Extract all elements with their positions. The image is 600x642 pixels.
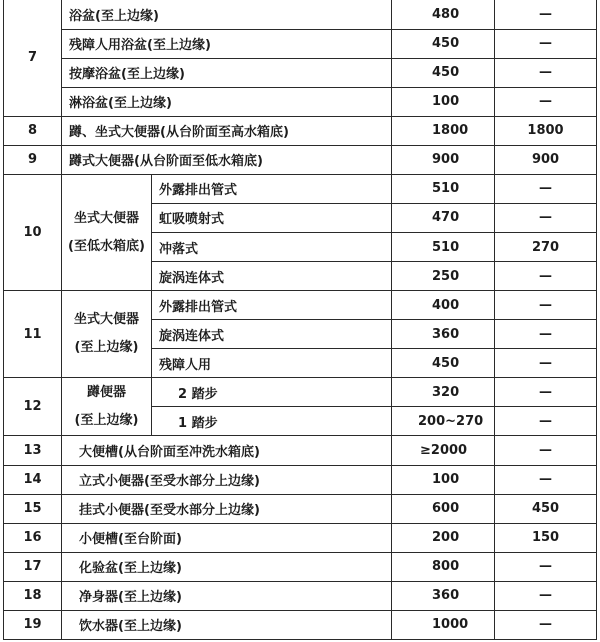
table-row <box>4 523 597 552</box>
height-value: 320 <box>392 378 495 407</box>
row-number: 15 <box>4 494 62 523</box>
fixture-name: 小便槽(至台阶面) <box>62 523 392 552</box>
height-value: 100 <box>392 465 495 494</box>
table-row <box>4 552 597 581</box>
fixture-height-table <box>3 0 597 640</box>
fixture-type: 冲落式 <box>152 233 392 262</box>
height-value-alt: — <box>495 203 597 232</box>
fixture-name: 净身器(至上边缘) <box>62 581 392 610</box>
table-row <box>4 0 597 29</box>
height-value: 360 <box>392 320 495 349</box>
height-value-alt: 450 <box>495 494 597 523</box>
fixture-name: 按摩浴盆(至上边缘) <box>62 58 392 87</box>
table-row <box>4 465 597 494</box>
table-row <box>4 145 597 174</box>
height-value: 800 <box>392 552 495 581</box>
fixture-type: 旋涡连体式 <box>152 320 392 349</box>
row-number: 10 <box>4 174 62 290</box>
height-value-alt: — <box>495 465 597 494</box>
height-value: ≥2000 <box>392 436 495 465</box>
height-value: 250 <box>392 262 495 291</box>
fixture-type: 1 踏步 <box>152 407 392 436</box>
fixture-name: 残障人用浴盆(至上边缘) <box>62 29 392 58</box>
fixture-group <box>62 174 152 290</box>
height-value-alt: — <box>495 320 597 349</box>
group-title: 蹲便器 <box>86 384 126 400</box>
row-number: 19 <box>4 610 62 639</box>
height-value-alt: — <box>495 407 597 436</box>
table-row <box>4 87 597 116</box>
fixture-name: 立式小便器(至受水部分上边缘) <box>62 465 392 494</box>
fixture-type: 旋涡连体式 <box>152 262 392 291</box>
row-number: 13 <box>4 436 62 465</box>
group-subtitle: (至上边缘) <box>74 412 139 428</box>
fixture-name: 淋浴盆(至上边缘) <box>62 87 392 116</box>
table-row <box>4 29 597 58</box>
height-value: 900 <box>392 145 495 174</box>
group-title: 坐式大便器 <box>73 312 139 328</box>
table-row <box>4 581 597 610</box>
row-number: 17 <box>4 552 62 581</box>
row-number: 14 <box>4 465 62 494</box>
height-value: 450 <box>392 349 495 378</box>
fixture-name: 化验盆(至上边缘) <box>62 552 392 581</box>
height-value-alt: — <box>495 58 597 87</box>
fixture-type: 虹吸喷射式 <box>152 203 392 232</box>
height-value-alt: — <box>495 0 597 29</box>
height-value: 450 <box>392 29 495 58</box>
row-number: 18 <box>4 581 62 610</box>
height-value: 510 <box>392 233 495 262</box>
table-row <box>4 378 597 407</box>
table-row <box>4 58 597 87</box>
table-row <box>4 436 597 465</box>
height-value-alt: 900 <box>495 145 597 174</box>
height-value: 200 <box>392 523 495 552</box>
fixture-type: 残障人用 <box>152 349 392 378</box>
table-row <box>4 494 597 523</box>
row-number: 12 <box>4 378 62 436</box>
table-row <box>4 291 597 320</box>
height-value-alt: — <box>495 436 597 465</box>
height-value: 480 <box>392 0 495 29</box>
height-value-alt: — <box>495 349 597 378</box>
height-value: 360 <box>392 581 495 610</box>
height-value: 1800 <box>392 116 495 145</box>
height-value-alt: — <box>495 581 597 610</box>
fixture-group <box>62 291 152 378</box>
fixture-type: 外露排出管式 <box>152 291 392 320</box>
table-row <box>4 116 597 145</box>
height-value: 510 <box>392 174 495 203</box>
height-value-alt: — <box>495 174 597 203</box>
fixture-name: 浴盆(至上边缘) <box>62 0 392 29</box>
row-number: 8 <box>4 116 62 145</box>
height-value-alt: — <box>495 29 597 58</box>
row-number: 9 <box>4 145 62 174</box>
height-value-alt: — <box>495 87 597 116</box>
fixture-name: 饮水器(至上边缘) <box>62 610 392 639</box>
row-number: 16 <box>4 523 62 552</box>
height-value-alt: — <box>495 610 597 639</box>
height-value: 100 <box>392 87 495 116</box>
group-subtitle: (至低水箱底) <box>68 238 145 254</box>
height-value: 600 <box>392 494 495 523</box>
height-value-alt: 150 <box>495 523 597 552</box>
fixture-type: 外露排出管式 <box>152 174 392 203</box>
height-value-alt: — <box>495 378 597 407</box>
height-value-alt: — <box>495 552 597 581</box>
height-value: 1000 <box>392 610 495 639</box>
fixture-name: 挂式小便器(至受水部分上边缘) <box>62 494 392 523</box>
height-value-alt: 270 <box>495 233 597 262</box>
row-number: 11 <box>4 291 62 378</box>
fixture-name: 蹲式大便器(从台阶面至低水箱底) <box>62 145 392 174</box>
fixture-group <box>62 378 152 436</box>
fixture-type: 2 踏步 <box>152 378 392 407</box>
height-value-alt: — <box>495 262 597 291</box>
height-value: 200~270 <box>392 407 495 436</box>
height-value: 450 <box>392 58 495 87</box>
group-title: 坐式大便器 <box>73 210 139 226</box>
row-number: 7 <box>4 0 62 116</box>
fixture-name: 蹲、坐式大便器(从台阶面至高水箱底) <box>62 116 392 145</box>
table-row <box>4 174 597 203</box>
height-value: 400 <box>392 291 495 320</box>
group-subtitle: (至上边缘) <box>74 340 139 356</box>
height-value: 470 <box>392 203 495 232</box>
fixture-name: 大便槽(从台阶面至冲洗水箱底) <box>62 436 392 465</box>
height-value-alt: — <box>495 291 597 320</box>
table-row <box>4 610 597 639</box>
height-value-alt: 1800 <box>495 116 597 145</box>
